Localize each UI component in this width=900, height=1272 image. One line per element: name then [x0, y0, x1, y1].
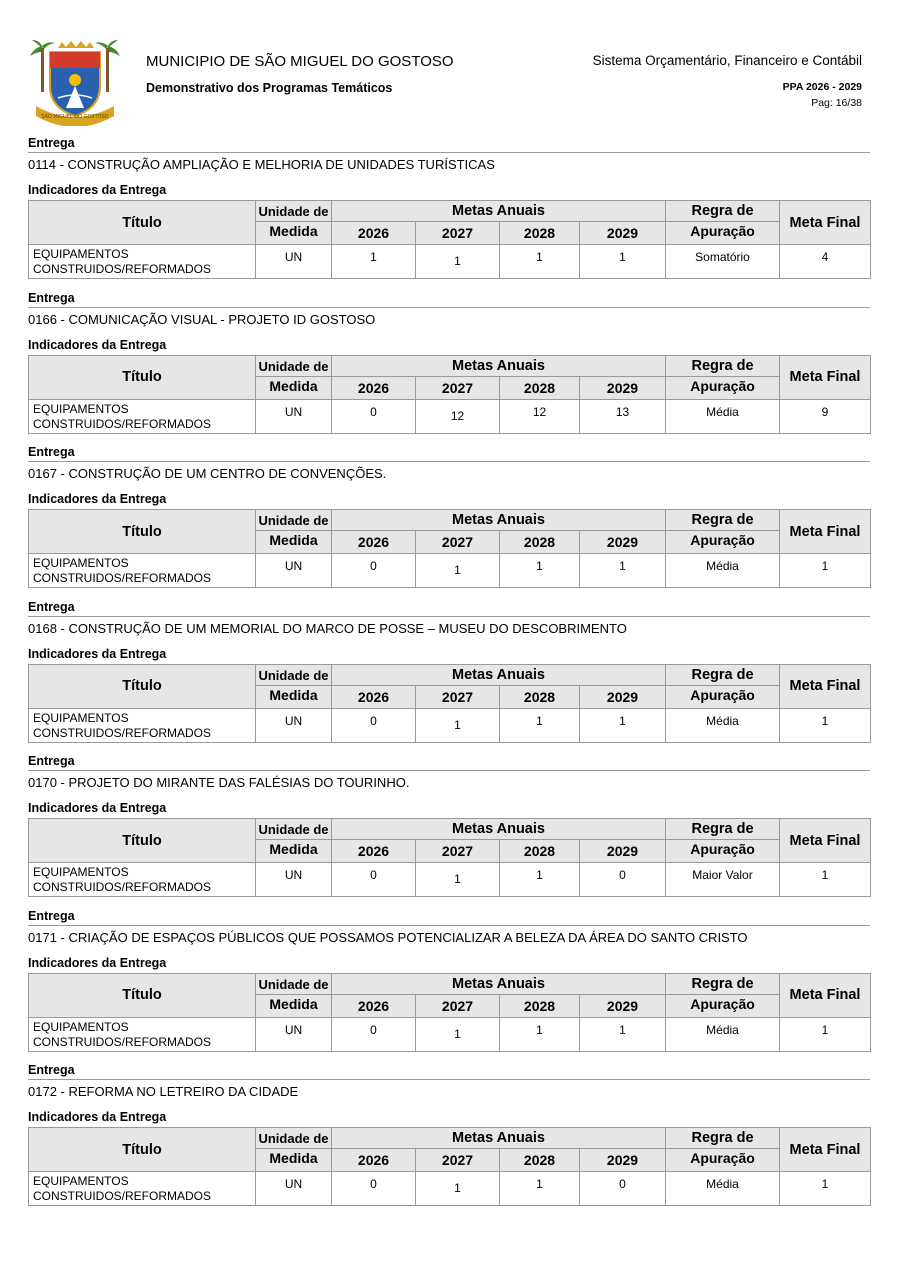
col-header-unidade-1: Unidade de — [256, 355, 332, 376]
col-header-metas: Metas Anuais — [332, 355, 666, 376]
col-header-regra-2: Apuração — [666, 1149, 780, 1172]
divider — [28, 461, 870, 462]
col-header-regra-2: Apuração — [666, 994, 780, 1017]
col-header-meta-final: Meta Final — [780, 510, 871, 554]
col-header-year: 2027 — [416, 376, 500, 399]
cell-2029: 1 — [580, 1017, 666, 1051]
entrega-label: Entrega — [28, 1063, 75, 1077]
entrega-name: 0114 - CONSTRUÇÃO AMPLIAÇÃO E MELHORIA DE UNIDADES TURÍSTICAS — [28, 157, 495, 172]
col-header-meta-final: Meta Final — [780, 973, 871, 1017]
col-header-titulo: Título — [29, 1128, 256, 1172]
cell-titulo-line-2: CONSTRUIDOS/REFORMADOS — [33, 262, 212, 276]
indicadores-label: Indicadores da Entrega — [28, 492, 167, 506]
indicadores-table — [28, 818, 871, 897]
cell-titulo — [29, 1172, 256, 1206]
indicadores-label: Indicadores da Entrega — [28, 183, 167, 197]
entrega-section — [28, 754, 870, 909]
col-header-year: 2027 — [416, 685, 500, 708]
entrega-name: 0166 - COMUNICAÇÃO VISUAL - PROJETO ID GOSTOSO — [28, 311, 376, 327]
col-header-titulo: Título — [29, 510, 256, 554]
col-header-regra-2: Apuração — [666, 840, 780, 863]
entrega-label: Entrega — [28, 445, 75, 459]
cell-unidade: UN — [256, 863, 332, 897]
indicadores-label: Indicadores da Entrega — [28, 1110, 167, 1124]
cell-titulo-line-1: EQUIPAMENTOS — [33, 1019, 129, 1034]
col-header-metas: Metas Anuais — [332, 973, 666, 994]
cell-2029: 1 — [580, 708, 666, 742]
system-name: Sistema Orçamentário, Financeiro e Contábil — [592, 53, 862, 68]
indicadores-table — [28, 1127, 871, 1206]
col-header-year: 2029 — [580, 222, 666, 245]
col-header-unidade-2: Medida — [256, 222, 332, 245]
cell-unidade: UN — [256, 245, 332, 279]
cell-titulo-line-1: EQUIPAMENTOS — [33, 247, 129, 261]
cell-regra: Média — [666, 554, 780, 588]
cell-unidade: UN — [256, 554, 332, 588]
cell-titulo — [29, 1017, 256, 1051]
col-header-year: 2026 — [332, 222, 416, 245]
table-row — [29, 863, 871, 897]
table-row — [29, 554, 871, 588]
cell-unidade: UN — [256, 399, 332, 433]
col-header-meta-final: Meta Final — [780, 355, 871, 399]
table-row — [29, 708, 871, 742]
ppa-period: PPA 2026 - 2029 — [782, 81, 862, 93]
entregas-list — [28, 136, 870, 1218]
entrega-label: Entrega — [28, 136, 75, 150]
col-header-year: 2029 — [580, 840, 666, 863]
cell-regra: Média — [666, 1172, 780, 1206]
col-header-regra-2: Apuração — [666, 222, 780, 245]
indicadores-table — [28, 200, 871, 279]
cell-meta-final: 1 — [780, 1017, 871, 1051]
entrega-label: Entrega — [28, 908, 75, 923]
cell-titulo — [29, 863, 256, 897]
report-title: Demonstrativo dos Programas Temáticos — [146, 81, 393, 95]
col-header-year: 2026 — [332, 1149, 416, 1172]
table-row — [29, 1172, 871, 1206]
logo-ribbon-text: SÃO MIGUEL DO GOSTOSO — [41, 114, 109, 120]
col-header-regra-1: Regra de — [666, 201, 780, 222]
col-header-year: 2026 — [332, 685, 416, 708]
col-header-year: 2027 — [416, 222, 500, 245]
col-header-year: 2027 — [416, 531, 500, 554]
col-header-year: 2028 — [500, 840, 580, 863]
page-number: Pag: 16/38 — [811, 97, 862, 109]
table-row — [29, 245, 871, 279]
col-header-titulo: Título — [29, 664, 256, 708]
indicadores-label: Indicadores da Entrega — [28, 337, 167, 352]
cell-unidade: UN — [256, 708, 332, 742]
col-header-year: 2028 — [500, 1149, 580, 1172]
indicadores-table — [28, 973, 871, 1052]
cell-titulo — [29, 245, 256, 279]
col-header-unidade-2: Medida — [256, 840, 332, 863]
cell-2028: 1 — [500, 1017, 580, 1051]
cell-2026: 0 — [332, 399, 416, 433]
col-header-year: 2028 — [500, 994, 580, 1017]
cell-2029: 0 — [580, 1172, 666, 1206]
col-header-unidade-1: Unidade de — [256, 973, 332, 994]
cell-meta-final: 1 — [780, 554, 871, 588]
col-header-unidade-1: Unidade de — [256, 201, 332, 222]
col-header-regra-1: Regra de — [666, 973, 780, 994]
cell-2029: 1 — [580, 554, 666, 588]
col-header-year: 2029 — [580, 994, 666, 1017]
entrega-label: Entrega — [28, 599, 75, 614]
cell-unidade: UN — [256, 1172, 332, 1206]
cell-regra: Somatório — [666, 245, 780, 279]
cell-2028: 1 — [500, 1172, 580, 1206]
cell-regra: Média — [666, 1017, 780, 1051]
divider — [28, 925, 870, 926]
cell-2026: 0 — [332, 1172, 416, 1206]
cell-2029: 1 — [580, 245, 666, 279]
indicadores-label: Indicadores da Entrega — [28, 801, 167, 815]
col-header-unidade-2: Medida — [256, 994, 332, 1017]
col-header-unidade-2: Medida — [256, 1149, 332, 1172]
cell-meta-final: 4 — [780, 245, 871, 279]
col-header-year: 2029 — [580, 1149, 666, 1172]
cell-meta-final: 1 — [780, 708, 871, 742]
indicadores-table — [28, 664, 871, 743]
col-header-year: 2027 — [416, 994, 500, 1017]
cell-2028: 1 — [500, 708, 580, 742]
divider — [28, 307, 870, 308]
col-header-regra-1: Regra de — [666, 355, 780, 376]
indicadores-table — [28, 509, 871, 588]
cell-2028: 1 — [500, 863, 580, 897]
cell-meta-final: 1 — [780, 863, 871, 897]
col-header-year: 2029 — [580, 685, 666, 708]
entrega-name: 0171 - CRIAÇÃO DE ESPAÇOS PÚBLICOS QUE POSSAMOS POTENCIALIZAR A BELEZA DA ÁREA DO SANTO CRISTO — [28, 929, 748, 945]
col-header-unidade-2: Medida — [256, 685, 332, 708]
entrega-name: 0168 - CONSTRUÇÃO DE UM MEMORIAL DO MARCO DE POSSE – MUSEU DO DESCOBRIMENTO — [28, 620, 627, 636]
cell-2026: 0 — [332, 708, 416, 742]
cell-unidade: UN — [256, 1017, 332, 1051]
entrega-label: Entrega — [28, 290, 75, 305]
cell-meta-final: 1 — [780, 1172, 871, 1206]
cell-2028: 1 — [500, 554, 580, 588]
cell-titulo-line-1: EQUIPAMENTOS — [33, 1174, 129, 1188]
col-header-regra-1: Regra de — [666, 819, 780, 840]
entrega-name: 0170 - PROJETO DO MIRANTE DAS FALÉSIAS DO TOURINHO. — [28, 775, 410, 790]
col-header-year: 2026 — [332, 994, 416, 1017]
col-header-unidade-1: Unidade de — [256, 510, 332, 531]
col-header-titulo: Título — [29, 355, 256, 399]
indicadores-table — [28, 355, 871, 434]
col-header-regra-1: Regra de — [666, 664, 780, 685]
col-header-unidade-1: Unidade de — [256, 819, 332, 840]
col-header-year: 2028 — [500, 531, 580, 554]
cell-titulo — [29, 554, 256, 588]
col-header-year: 2027 — [416, 840, 500, 863]
col-header-metas: Metas Anuais — [332, 664, 666, 685]
col-header-metas: Metas Anuais — [332, 819, 666, 840]
cell-2029: 13 — [580, 399, 666, 433]
col-header-unidade-1: Unidade de — [256, 1128, 332, 1149]
cell-titulo — [29, 708, 256, 742]
cell-titulo-line-2: CONSTRUIDOS/REFORMADOS — [33, 416, 212, 431]
col-header-meta-final: Meta Final — [780, 664, 871, 708]
col-header-year: 2026 — [332, 531, 416, 554]
col-header-year: 2029 — [580, 376, 666, 399]
cell-titulo-line-2: CONSTRUIDOS/REFORMADOS — [33, 571, 212, 585]
entrega-section — [28, 136, 870, 291]
cell-2027: 1 — [416, 554, 500, 588]
divider — [28, 152, 870, 153]
cell-2027: 12 — [416, 399, 500, 433]
entrega-section — [28, 291, 870, 446]
cell-2026: 1 — [332, 245, 416, 279]
cell-titulo-line-1: EQUIPAMENTOS — [33, 401, 129, 416]
col-header-titulo: Título — [29, 973, 256, 1017]
cell-2029: 0 — [580, 863, 666, 897]
col-header-regra-2: Apuração — [666, 685, 780, 708]
cell-2027: 1 — [416, 708, 500, 742]
cell-2026: 0 — [332, 1017, 416, 1051]
cell-2026: 0 — [332, 554, 416, 588]
table-row — [29, 1017, 871, 1051]
cell-2028: 1 — [500, 245, 580, 279]
col-header-titulo: Título — [29, 201, 256, 245]
col-header-regra-2: Apuração — [666, 531, 780, 554]
col-header-meta-final: Meta Final — [780, 1128, 871, 1172]
cell-titulo-line-1: EQUIPAMENTOS — [33, 865, 129, 879]
col-header-year: 2029 — [580, 531, 666, 554]
divider — [28, 616, 870, 617]
divider — [28, 1079, 870, 1080]
cell-titulo-line-1: EQUIPAMENTOS — [33, 710, 129, 725]
cell-2027: 1 — [416, 1172, 500, 1206]
cell-2026: 0 — [332, 863, 416, 897]
cell-titulo-line-2: CONSTRUIDOS/REFORMADOS — [33, 1034, 212, 1049]
col-header-year: 2028 — [500, 376, 580, 399]
col-header-titulo: Título — [29, 819, 256, 863]
cell-2027: 1 — [416, 1017, 500, 1051]
col-header-unidade-2: Medida — [256, 376, 332, 399]
entrega-section — [28, 600, 870, 755]
col-header-year: 2028 — [500, 222, 580, 245]
entrega-label: Entrega — [28, 754, 75, 768]
col-header-regra-2: Apuração — [666, 376, 780, 399]
col-header-meta-final: Meta Final — [780, 201, 871, 245]
municipality-name: MUNICIPIO DE SÃO MIGUEL DO GOSTOSO — [146, 53, 454, 70]
cell-titulo — [29, 399, 256, 433]
table-row — [29, 399, 871, 433]
cell-regra: Média — [666, 399, 780, 433]
col-header-year: 2026 — [332, 840, 416, 863]
col-header-metas: Metas Anuais — [332, 201, 666, 222]
col-header-metas: Metas Anuais — [332, 510, 666, 531]
cell-2028: 12 — [500, 399, 580, 433]
cell-titulo-line-2: CONSTRUIDOS/REFORMADOS — [33, 725, 212, 740]
col-header-year: 2028 — [500, 685, 580, 708]
indicadores-label: Indicadores da Entrega — [28, 955, 167, 970]
col-header-unidade-2: Medida — [256, 531, 332, 554]
col-header-year: 2026 — [332, 376, 416, 399]
cell-titulo-line-2: CONSTRUIDOS/REFORMADOS — [33, 880, 212, 894]
divider — [28, 770, 870, 771]
cell-regra: Maior Valor — [666, 863, 780, 897]
cell-meta-final: 9 — [780, 399, 871, 433]
col-header-metas: Metas Anuais — [332, 1128, 666, 1149]
entrega-section — [28, 909, 870, 1064]
cell-2027: 1 — [416, 863, 500, 897]
municipal-coat-of-arms-logo — [28, 40, 122, 126]
col-header-year: 2027 — [416, 1149, 500, 1172]
entrega-section — [28, 1063, 870, 1218]
col-header-unidade-1: Unidade de — [256, 664, 332, 685]
col-header-regra-1: Regra de — [666, 510, 780, 531]
cell-regra: Média — [666, 708, 780, 742]
entrega-section — [28, 445, 870, 600]
col-header-regra-1: Regra de — [666, 1128, 780, 1149]
cell-titulo-line-2: CONSTRUIDOS/REFORMADOS — [33, 1189, 212, 1203]
col-header-meta-final: Meta Final — [780, 819, 871, 863]
entrega-name: 0172 - REFORMA NO LETREIRO DA CIDADE — [28, 1084, 299, 1099]
cell-2027: 1 — [416, 245, 500, 279]
indicadores-label: Indicadores da Entrega — [28, 646, 167, 661]
entrega-name: 0167 - CONSTRUÇÃO DE UM CENTRO DE CONVENÇÕES. — [28, 466, 387, 481]
cell-titulo-line-1: EQUIPAMENTOS — [33, 556, 129, 570]
